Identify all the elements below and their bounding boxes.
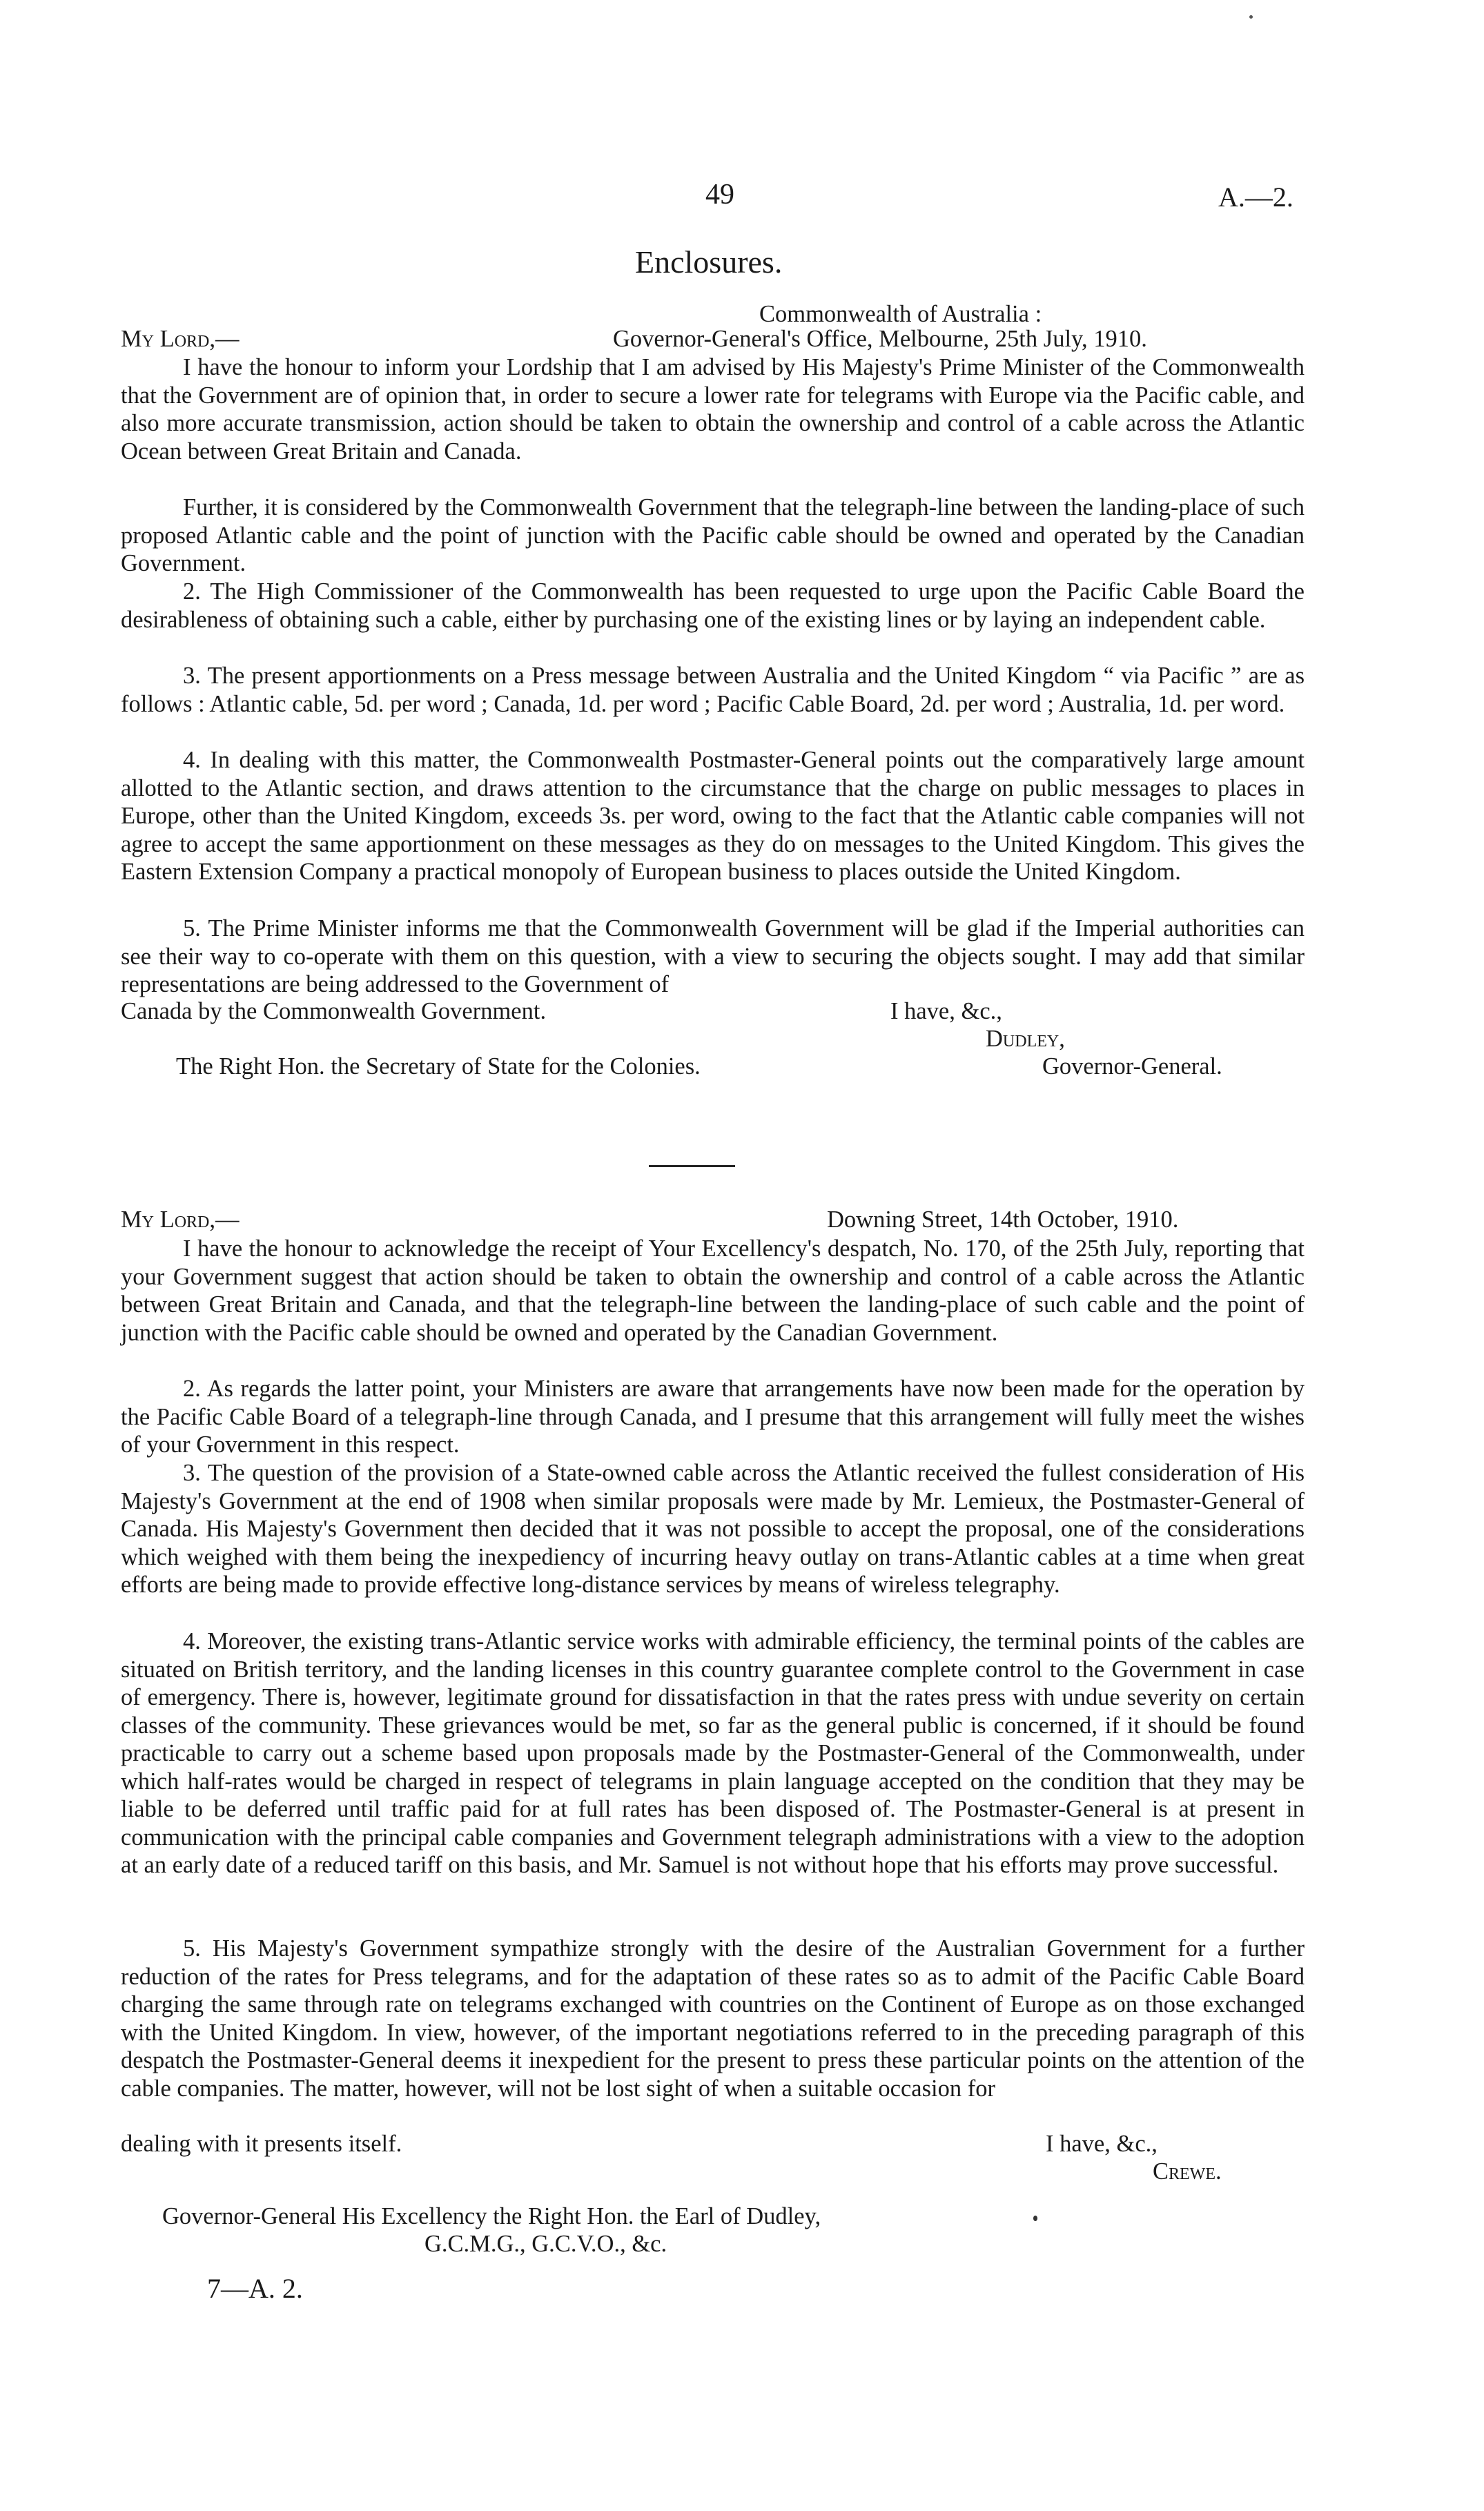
letter2-addressee-line1: Governor-General His Excellency the Right Hon. the Earl of Dudley, [162, 2203, 821, 2229]
letter2-signature: Crewe. [1153, 2158, 1222, 2185]
letter2-paragraph-1: I have the honour to acknowledge the receipt of Your Excellency's despatch, No. 170, of the 25th July, reporting that your Government suggest that action should be taken to obtain the ownership and control of a cable across the Atlantic between Great Britain and Canada, and that the telegraph-line between the landing-place of such cable and the point of junction with the Pacific cable should be owned and operated by the Canadian Government. [121, 1235, 1305, 1346]
letter1-paragraph-6: 5. The Prime Minister informs me that the Commonwealth Government will be glad if the Imperial authorities can see their way to co-operate with them on this question, with a view to securing the objects sought. I may add that similar representations are being addressed to the Government of [121, 915, 1305, 997]
letter1-paragraph-5: 4. In dealing with this matter, the Commonwealth Postmaster-General points out the comparatively large amount allotted to the Atlantic section, and draws attention to the circumstance that the charge on public messages to places in Europe, other than the United Kingdom, exceeds 3s. per word, owing to the fact that the Atlantic cable companies will not agree to accept the same apportionment on these messages as they do on messages to the United Kingdom. This gives the Eastern Extension Company a practical monopoly of European business to places outside the United Kingdom. [121, 747, 1305, 885]
letter1-last-line: Canada by the Commonwealth Government. [121, 998, 547, 1024]
ink-speck [1033, 2216, 1037, 2221]
section-title: Enclosures. [635, 244, 783, 280]
letter1-signature-title: Governor-General. [1042, 1053, 1222, 1079]
letter1-paragraph-4: 3. The present apportionments on a Press message between Australia and the United Kingdom “ via Pacific ” are as follows : Atlantic cable, 5d. per word ; Canada, 1d. per word ; Pacific Cable Board, 2d. per word ; Australia, 1d. per word. [121, 663, 1305, 717]
section-divider [649, 1165, 735, 1167]
letter2-closing: I have, &c., [1046, 2131, 1158, 2157]
letter1-signature: Dudley, [986, 1026, 1065, 1052]
letter2-last-line: dealing with it presents itself. [121, 2131, 402, 2157]
letter1-closing: I have, &c., [890, 998, 1002, 1024]
letter2-paragraph-4: 4. Moreover, the existing trans-Atlantic service works with admirable efficiency, the terminal points of the cables are situated on British territory, and the landing licenses in this country guarantee complete control to the Government in case of emergency. There is, however, legitimate ground for dissatisfaction in that the rates press with undue severity on certain classes of the community. These grievances would be met, so far as the general public is concerned, if it should be found practicable to carry out a scheme based upon proposals made by the Postmaster-General of the Commonwealth, under which half-rates would be charged in respect of telegrams in plain language accepted on the condition that they may be liable to be deferred until traffic paid for at full rates has been disposed of. The Postmaster-General is at present in communication with the principal cable companies and Government telegraph administrations with a view to the adoption at an early date of a reduced tariff on this basis, and Mr. Samuel is not without hope that his efforts may prove successful. [121, 1628, 1305, 1878]
ink-speck [1249, 15, 1253, 19]
letter1-origin-line1: Commonwealth of Australia : [759, 301, 1042, 327]
letter2-paragraph-5: 5. His Majesty's Government sympathize strongly with the desire of the Australian Government for a further reduction of the rates for Press telegrams, and for the adaptation of these rates so as to admit of the Pacific Cable Board charging the same through rate on telegrams exchanged with countries on the Continent of Europe as on those exchanged with the United Kingdom. In view, however, of the important negotiations referred to in the preceding paragraph of this despatch the Postmaster-General deems it inexpedient for the present to press these particular points on the attention of the cable companies. The matter, however, will not be lost sight of when a suitable occasion for [121, 1935, 1305, 2102]
letter2-addressee-line2: G.C.M.G., G.C.V.O., &c. [424, 2231, 667, 2257]
page-number: 49 [705, 179, 734, 211]
letter2-salutation: My Lord,— [121, 1206, 240, 1233]
letter1-addressee: The Right Hon. the Secretary of State for the Colonies. [176, 1053, 701, 1079]
printer-signature-mark: 7—A. 2. [207, 2273, 303, 2304]
letter1-origin-line2: Governor-General's Office, Melbourne, 25th July, 1910. [613, 326, 1147, 352]
letter2-paragraph-2: 2. As regards the latter point, your Ministers are aware that arrangements have now been made for the operation by the Pacific Cable Board of a telegraph-line through Canada, and I presume that this arrangement will fully meet the wishes of your Government in this respect. [121, 1376, 1305, 1458]
letter2-origin: Downing Street, 14th October, 1910. [827, 1206, 1179, 1233]
letter1-paragraph-3: 2. The High Commissioner of the Commonwealth has been requested to urge upon the Pacific Cable Board the desirableness of obtaining such a cable, either by purchasing one of the existing lines or by laying an independent cable. [121, 578, 1305, 633]
document-code: A.—2. [1218, 182, 1293, 213]
letter1-paragraph-2: Further, it is considered by the Commonwealth Government that the telegraph-line between the landing-place of such proposed Atlantic cable and the point of junction with the Pacific cable should be owned and operated by the Canadian Government. [121, 494, 1305, 576]
letter1-paragraph-1: I have the honour to inform your Lordship that I am advised by His Majesty's Prime Minister of the Commonwealth that the Government are of opinion that, in order to secure a lower rate for telegrams with Europe via the Pacific cable, and also more accurate transmission, action should be taken to obtain the ownership and control of a cable across the Atlantic Ocean between Great Britain and Canada. [121, 354, 1305, 465]
letter1-salutation: My Lord,— [121, 326, 240, 352]
letter2-paragraph-3: 3. The question of the provision of a State-owned cable across the Atlantic received the fullest consideration of His Majesty's Government at the end of 1908 when similar proposals were made by Mr. Lemieux, the Postmaster-General of Canada. His Majesty's Government then decided that it was not possible to accept the proposal, one of the considerations which weighed with them being the inexpediency of incurring heavy outlay on trans-Atlantic cables at a time when great efforts are being made to provide effective long-distance services by means of wireless telegraphy. [121, 1460, 1305, 1598]
